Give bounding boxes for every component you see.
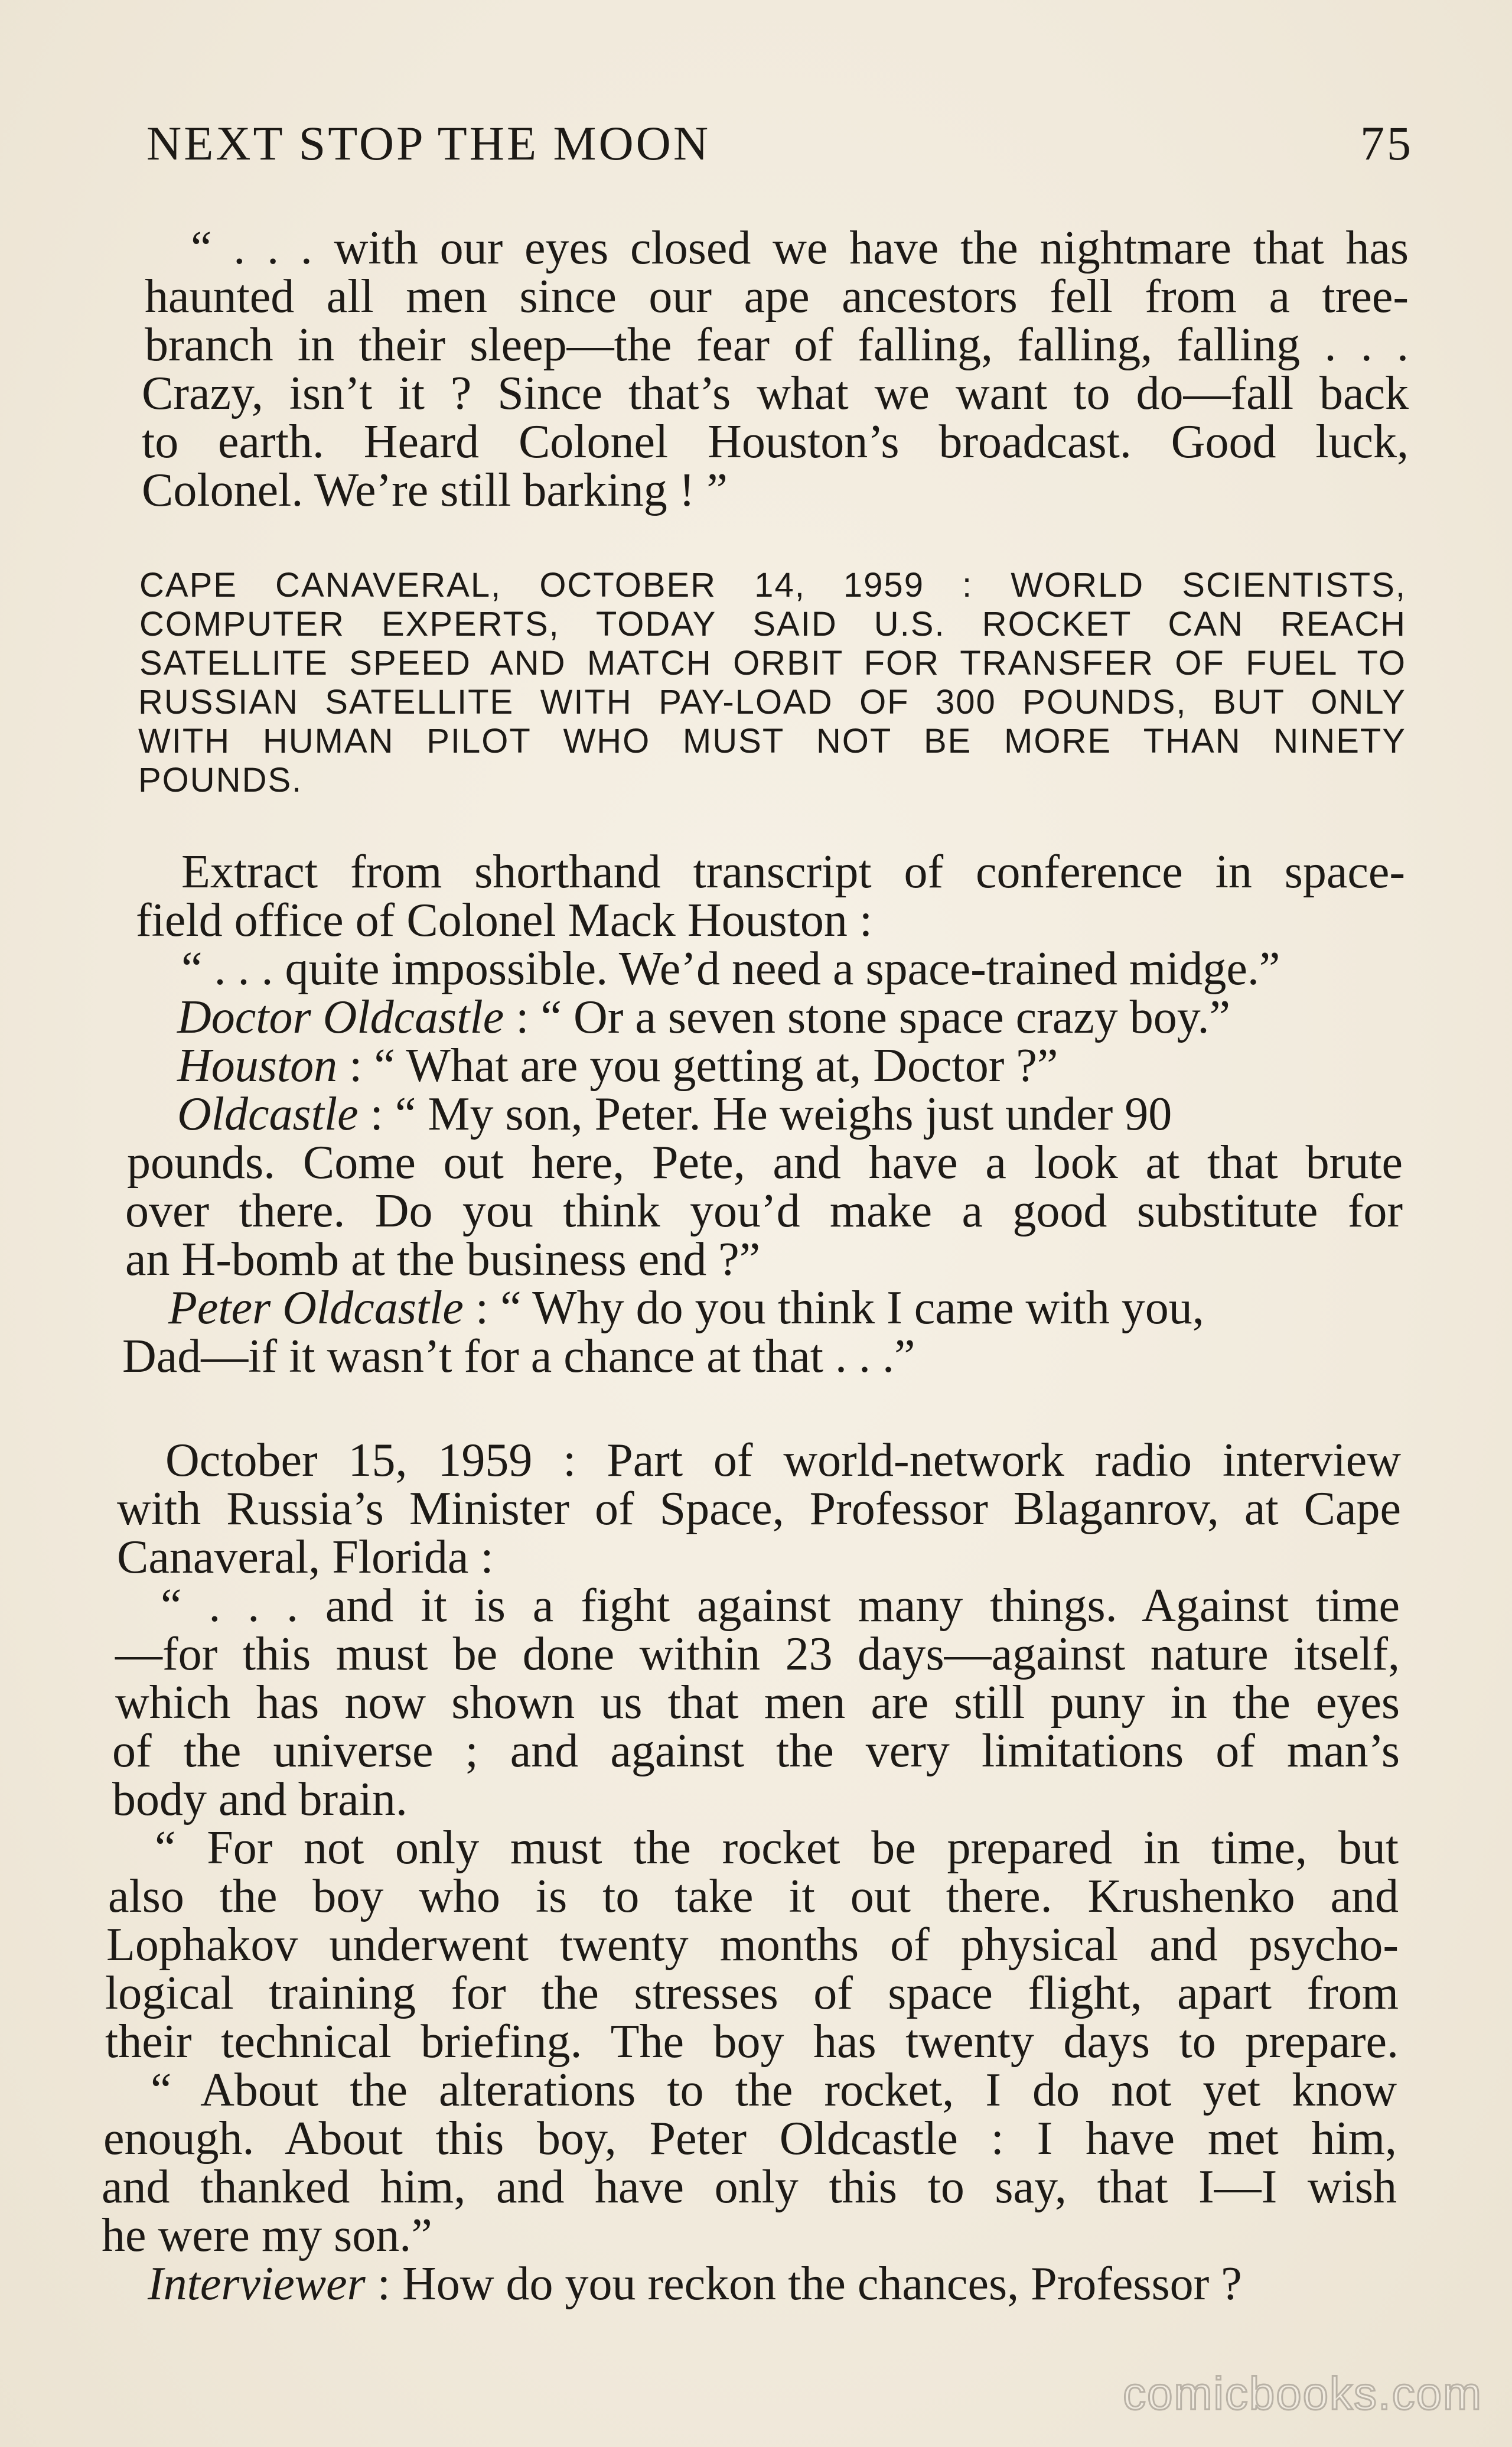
interview-line: and thanked him, and have only this to say, that I—I wish <box>102 2161 1397 2213</box>
transcript-line: an H-bomb at the business end ?” <box>125 1234 761 1286</box>
speaker-name: Interviewer <box>148 2258 366 2310</box>
speaker-line-peter: Peter Oldcastle : “ Why do you think I came with you, <box>168 1282 1204 1334</box>
running-header <box>146 116 1413 181</box>
quote-line: Crazy, isn’t it ? Since that’s what we want to do—fall back <box>142 367 1409 419</box>
bulletin-line: POUNDS. <box>138 761 303 799</box>
interview-line: he were my son.” <box>102 2210 432 2261</box>
speaker-line-doctor: Doctor Oldcastle : “ Or a seven stone space crazy boy.” <box>177 991 1231 1043</box>
interview-intro-line: Canaveral, Florida : <box>117 1531 494 1583</box>
bulletin-line: WITH HUMAN PILOT WHO MUST NOT BE MORE THAN NINETY <box>138 722 1406 760</box>
speaker-line-interviewer: Interviewer : How do you reckon the chances, Professor ? <box>148 2258 1242 2310</box>
interview-line: Lophakov underwent twenty months of physical and psycho- <box>106 1919 1399 1971</box>
speaker-name: Peter Oldcastle <box>168 1282 464 1334</box>
quote-line: branch in their sleep—the fear of falling, falling, falling . . . <box>145 319 1409 371</box>
transcript-line: Dad—if it wasn’t for a chance at that . . .” <box>122 1330 915 1382</box>
quote-line: haunted all men since our ape ancestors fell from a tree- <box>145 271 1409 323</box>
speaker-name: Oldcastle <box>177 1088 359 1140</box>
transcript-intro-line: Extract from shorthand transcript of conference in space- <box>181 846 1405 898</box>
quote-line: Colonel. We’re still barking ! ” <box>142 464 728 516</box>
quote-line: “ . . . with our eyes closed we have the nightmare that has <box>191 222 1409 274</box>
bulletin-line: SATELLITE SPEED AND MATCH ORBIT FOR TRANSFER OF FUEL TO <box>139 644 1406 682</box>
interview-line: “ . . . and it is a fight against many things. Against time <box>161 1580 1400 1632</box>
interview-line: “ For not only must the rocket be prepared in time, but <box>155 1822 1399 1874</box>
interview-line: also the boy who is to take it out there. Krushenko and <box>108 1870 1399 1922</box>
transcript-line: over there. Do you think you’d make a good substitute for <box>125 1185 1403 1237</box>
transcript-line: pounds. Come out here, Pete, and have a look at that brute <box>127 1137 1403 1189</box>
interview-line: enough. About this boy, Peter Oldcastle : I have met him, <box>103 2113 1397 2165</box>
interview-intro-line: October 15, 1959 : Part of world-network radio interview <box>165 1434 1401 1486</box>
bulletin-line: RUSSIAN SATELLITE WITH PAY-LOAD OF 300 POUNDS, BUT ONLY <box>138 683 1406 721</box>
interview-line: which has now shown us that men are still puny in the eyes <box>115 1677 1400 1729</box>
interview-line: “ About the alterations to the rocket, I do not yet know <box>151 2064 1397 2116</box>
transcript-line: “ . . . quite impossible. We’d need a space-trained midge.” <box>181 943 1280 995</box>
chapter-title: NEXT STOP THE MOON <box>146 116 711 170</box>
interview-line: body and brain. <box>112 1774 408 1826</box>
page-number: 75 <box>1360 116 1413 170</box>
speaker-name: Doctor Oldcastle <box>177 991 504 1043</box>
speaker-name: Houston <box>177 1040 338 1092</box>
bulletin-line: COMPUTER EXPERTS, TODAY SAID U.S. ROCKET CAN REACH <box>139 605 1406 643</box>
interview-line: logical training for the stresses of space flight, apart from <box>105 1967 1399 2019</box>
interview-line: their technical briefing. The boy has twenty days to prepare. <box>105 2016 1399 2068</box>
speaker-line-oldcastle: Oldcastle : “ My son, Peter. He weighs just under 90 <box>177 1088 1172 1140</box>
interview-intro-line: with Russia’s Minister of Space, Professor Blaganrov, at Cape <box>117 1483 1401 1535</box>
bulletin-line: CAPE CANAVERAL, OCTOBER 14, 1959 : WORLD SCIENTISTS, <box>139 566 1406 604</box>
quote-line: to earth. Heard Colonel Houston’s broadcast. Good luck, <box>142 416 1409 468</box>
interview-line: —for this must be done within 23 days—against nature itself, <box>115 1628 1400 1680</box>
interview-line: of the universe ; and against the very limitations of man’s <box>112 1725 1400 1777</box>
site-watermark: comicbooks.com <box>1123 2367 1482 2419</box>
speaker-line-houston: Houston : “ What are you getting at, Doctor ?” <box>177 1040 1058 1092</box>
transcript-intro-line: field office of Colonel Mack Houston : <box>136 894 873 946</box>
